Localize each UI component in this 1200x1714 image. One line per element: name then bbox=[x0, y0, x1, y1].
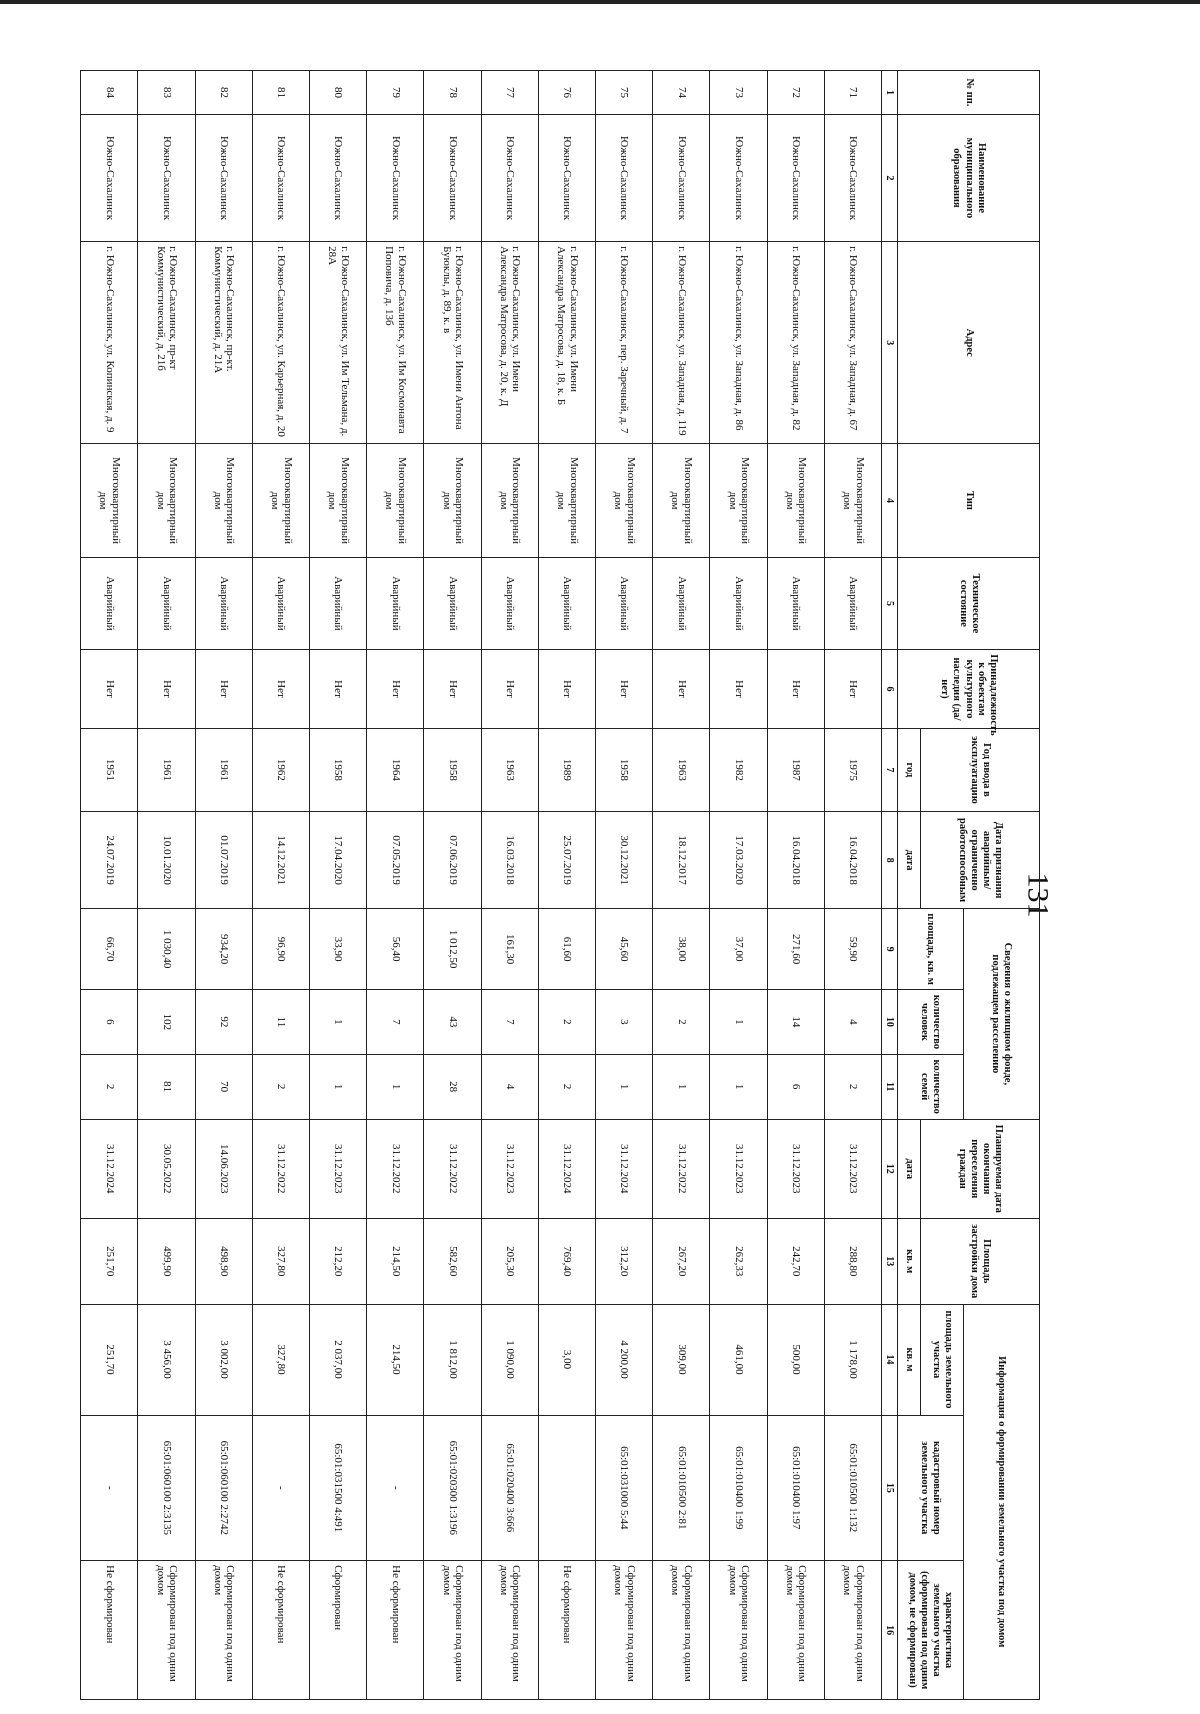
column-number: 11 bbox=[882, 1054, 898, 1119]
municipality-cell: Южно-Сахалинск bbox=[367, 114, 424, 241]
characteristic-cell: Не сформирован bbox=[367, 1561, 424, 1700]
characteristic-cell: Сформирован bbox=[310, 1561, 367, 1700]
municipality-cell: Южно-Сахалинск bbox=[710, 114, 767, 241]
families-cell: 1 bbox=[310, 1054, 367, 1119]
table-row bbox=[138, 71, 195, 1700]
cadastral-cell: 65:01:010500 2:81 bbox=[653, 1415, 710, 1561]
cadastral-cell: - bbox=[252, 1415, 309, 1561]
characteristic-cell: Сформирован под одним домом bbox=[710, 1561, 767, 1700]
date-cell: 16.03.2018 bbox=[481, 812, 538, 909]
type-cell: Многоквартирный дом bbox=[424, 444, 481, 557]
year-cell: 1958 bbox=[424, 728, 481, 811]
municipality-cell: Южно-Сахалинск bbox=[596, 114, 653, 241]
families-cell: 2 bbox=[252, 1054, 309, 1119]
table-row bbox=[367, 71, 424, 1700]
row-number: 72 bbox=[767, 71, 824, 115]
rotated-table-container bbox=[80, 70, 1040, 1700]
cultural-cell: Нет bbox=[138, 650, 195, 729]
planned-date-cell: 31.12.2022 bbox=[367, 1119, 424, 1218]
building-area-cell: 582,60 bbox=[424, 1218, 481, 1304]
families-cell: 81 bbox=[138, 1054, 195, 1119]
families-cell: 1 bbox=[710, 1054, 767, 1119]
state-cell: Аварийный bbox=[81, 557, 138, 649]
type-cell: Многоквартирный дом bbox=[538, 444, 595, 557]
cadastral-cell: 65:01:010500 1:132 bbox=[824, 1415, 881, 1561]
year-cell: 1982 bbox=[710, 728, 767, 811]
building-area-cell: 262,33 bbox=[710, 1218, 767, 1304]
state-cell: Аварийный bbox=[367, 557, 424, 649]
municipality-cell: Южно-Сахалинск bbox=[538, 114, 595, 241]
table-row bbox=[710, 71, 767, 1700]
cadastral-cell: 65:01:060100 2:2742 bbox=[195, 1415, 252, 1561]
year-cell: 1964 bbox=[367, 728, 424, 811]
people-cell: 2 bbox=[538, 990, 595, 1055]
column-number: 15 bbox=[882, 1415, 898, 1561]
table-row bbox=[596, 71, 653, 1700]
col-header-date: Дата признания аварийным/ограниченно работоспособным bbox=[920, 812, 1039, 909]
people-cell: 1 bbox=[710, 990, 767, 1055]
municipality-cell: Южно-Сахалинск bbox=[81, 114, 138, 241]
year-cell: 1963 bbox=[653, 728, 710, 811]
type-cell: Многоквартирный дом bbox=[195, 444, 252, 557]
address-cell: г. Южно-Сахалинск, ул. Западная, д. 82 bbox=[767, 242, 824, 444]
type-cell: Многоквартирный дом bbox=[367, 444, 424, 557]
building-area-cell: 498,90 bbox=[195, 1218, 252, 1304]
table-row bbox=[481, 71, 538, 1700]
families-cell: 70 bbox=[195, 1054, 252, 1119]
table-body bbox=[81, 71, 882, 1700]
cadastral-cell: - bbox=[367, 1415, 424, 1561]
land-area-cell: 500,00 bbox=[767, 1304, 824, 1415]
state-cell: Аварийный bbox=[538, 557, 595, 649]
col-sub-year: год bbox=[898, 728, 921, 811]
year-cell: 1961 bbox=[195, 728, 252, 811]
cadastral-cell: - bbox=[81, 1415, 138, 1561]
people-cell: 102 bbox=[138, 990, 195, 1055]
type-cell: Многоквартирный дом bbox=[138, 444, 195, 557]
families-cell: 2 bbox=[81, 1054, 138, 1119]
cadastral-cell: 65:01:031500 4:491 bbox=[310, 1415, 367, 1561]
families-cell: 4 bbox=[481, 1054, 538, 1119]
year-cell: 1958 bbox=[596, 728, 653, 811]
year-cell: 1975 bbox=[824, 728, 881, 811]
characteristic-cell: Сформирован под одним домом bbox=[195, 1561, 252, 1700]
people-cell: 1 bbox=[310, 990, 367, 1055]
building-area-cell: 288,80 bbox=[824, 1218, 881, 1304]
col-header-tech-state: Техническое состояние bbox=[898, 557, 1040, 649]
cultural-cell: Нет bbox=[653, 650, 710, 729]
cultural-cell: Нет bbox=[310, 650, 367, 729]
table-row bbox=[424, 71, 481, 1700]
col-header-characteristic: характеристика земельного участка (сформирован под одним домом, не сформирован) bbox=[898, 1561, 964, 1700]
cultural-cell: Нет bbox=[767, 650, 824, 729]
people-cell: 92 bbox=[195, 990, 252, 1055]
building-area-cell: 214,50 bbox=[367, 1218, 424, 1304]
date-cell: 01.07.2019 bbox=[195, 812, 252, 909]
building-area-cell: 267,20 bbox=[653, 1218, 710, 1304]
characteristic-cell: Сформирован под одним домом bbox=[481, 1561, 538, 1700]
building-area-cell: 499,90 bbox=[138, 1218, 195, 1304]
planned-date-cell: 31.12.2022 bbox=[653, 1119, 710, 1218]
column-number: 9 bbox=[882, 909, 898, 990]
row-number: 71 bbox=[824, 71, 881, 115]
area-cell: 61,60 bbox=[538, 909, 595, 990]
people-cell: 4 bbox=[824, 990, 881, 1055]
people-cell: 3 bbox=[596, 990, 653, 1055]
col-sub-planned: дата bbox=[898, 1119, 921, 1218]
address-cell: г. Южно-Сахалинск, ул. Им Космонавта Поповича, д. 13б bbox=[367, 242, 424, 444]
row-number: 74 bbox=[653, 71, 710, 115]
state-cell: Аварийный bbox=[424, 557, 481, 649]
col-sub-date: дата bbox=[898, 812, 921, 909]
column-number: 6 bbox=[882, 650, 898, 729]
planned-date-cell: 14.06.2023 bbox=[195, 1119, 252, 1218]
state-cell: Аварийный bbox=[824, 557, 881, 649]
area-cell: 1 030,40 bbox=[138, 909, 195, 990]
municipality-cell: Южно-Сахалинск bbox=[824, 114, 881, 241]
date-cell: 10.01.2020 bbox=[138, 812, 195, 909]
people-cell: 7 bbox=[367, 990, 424, 1055]
area-cell: 33,90 bbox=[310, 909, 367, 990]
people-cell: 2 bbox=[653, 990, 710, 1055]
year-cell: 1958 bbox=[310, 728, 367, 811]
land-area-cell: 3,00 bbox=[538, 1304, 595, 1415]
address-cell: г. Южно-Сахалинск, ул. Имени Антона Буюклы, д. 89, к. в bbox=[424, 242, 481, 444]
col-header-land: Информация о формировании земельного участка под домом bbox=[963, 1304, 1039, 1699]
row-number: 82 bbox=[195, 71, 252, 115]
date-cell: 17.04.2020 bbox=[310, 812, 367, 909]
type-cell: Многоквартирный дом bbox=[596, 444, 653, 557]
characteristic-cell: Не сформирован bbox=[81, 1561, 138, 1700]
families-cell: 1 bbox=[596, 1054, 653, 1119]
planned-date-cell: 31.12.2023 bbox=[767, 1119, 824, 1218]
column-number: 16 bbox=[882, 1561, 898, 1700]
col-header-n: № пп. bbox=[898, 71, 1040, 115]
land-area-cell: 1 090,00 bbox=[481, 1304, 538, 1415]
cultural-cell: Нет bbox=[367, 650, 424, 729]
state-cell: Аварийный bbox=[310, 557, 367, 649]
land-area-cell: 461,00 bbox=[710, 1304, 767, 1415]
people-cell: 14 bbox=[767, 990, 824, 1055]
page-number: 131 bbox=[1021, 872, 1055, 918]
date-cell: 25.07.2019 bbox=[538, 812, 595, 909]
col-header-cadastral: кадастровый номер земельного участка bbox=[898, 1415, 964, 1561]
characteristic-cell: Не сформирован bbox=[538, 1561, 595, 1700]
municipality-cell: Южно-Сахалинск bbox=[138, 114, 195, 241]
municipality-cell: Южно-Сахалинск bbox=[767, 114, 824, 241]
area-cell: 161,30 bbox=[481, 909, 538, 990]
col-header-housing: Сведения о жилищном фонде, подлежащем расселению bbox=[963, 909, 1039, 1119]
date-cell: 24.07.2019 bbox=[81, 812, 138, 909]
cultural-cell: Нет bbox=[195, 650, 252, 729]
building-area-cell: 312,20 bbox=[596, 1218, 653, 1304]
page-top-border bbox=[0, 0, 1200, 4]
building-area-cell: 212,20 bbox=[310, 1218, 367, 1304]
table-row bbox=[310, 71, 367, 1700]
cadastral-cell: 65:01:010400 1:97 bbox=[767, 1415, 824, 1561]
families-cell: 1 bbox=[367, 1054, 424, 1119]
area-cell: 45,60 bbox=[596, 909, 653, 990]
col-header-municipality: Наименование муниципального образования bbox=[898, 114, 1040, 241]
address-cell: г. Южно-Сахалинск, ул. Западная, д. 119 bbox=[653, 242, 710, 444]
planned-date-cell: 31.12.2023 bbox=[710, 1119, 767, 1218]
table-row bbox=[824, 71, 881, 1700]
planned-date-cell: 30.05.2022 bbox=[138, 1119, 195, 1218]
column-number: 7 bbox=[882, 728, 898, 811]
year-cell: 1951 bbox=[81, 728, 138, 811]
date-cell: 16.04.2018 bbox=[824, 812, 881, 909]
column-number: 8 bbox=[882, 812, 898, 909]
year-cell: 1989 bbox=[538, 728, 595, 811]
land-area-cell: 4 200,00 bbox=[596, 1304, 653, 1415]
land-area-cell: 327,80 bbox=[252, 1304, 309, 1415]
header-row-1 bbox=[963, 71, 1039, 1700]
col-sub-building-area: кв. м bbox=[898, 1218, 921, 1304]
cultural-cell: Нет bbox=[424, 650, 481, 729]
column-number: 5 bbox=[882, 557, 898, 649]
characteristic-cell: Сформирован под одним домом bbox=[138, 1561, 195, 1700]
row-number: 77 bbox=[481, 71, 538, 115]
col-sub-land-area: кв. м bbox=[898, 1304, 921, 1415]
cultural-cell: Нет bbox=[824, 650, 881, 729]
land-area-cell: 309,00 bbox=[653, 1304, 710, 1415]
row-number: 78 bbox=[424, 71, 481, 115]
column-number: 12 bbox=[882, 1119, 898, 1218]
planned-date-cell: 31.12.2023 bbox=[481, 1119, 538, 1218]
column-number: 13 bbox=[882, 1218, 898, 1304]
building-area-cell: 242,70 bbox=[767, 1218, 824, 1304]
address-cell: г. Южно-Сахалинск, ул. Имени Александра Матросова, д. 18, к. Б bbox=[538, 242, 595, 444]
cadastral-cell bbox=[538, 1415, 595, 1561]
row-number: 79 bbox=[367, 71, 424, 115]
area-cell: 66,70 bbox=[81, 909, 138, 990]
col-header-cultural: Принадлежность к объектам культурного наследия (да/нет) bbox=[898, 650, 1040, 729]
type-cell: Многоквартирный дом bbox=[710, 444, 767, 557]
planned-date-cell: 31.12.2024 bbox=[596, 1119, 653, 1218]
land-area-cell: 251,70 bbox=[81, 1304, 138, 1415]
state-cell: Аварийный bbox=[596, 557, 653, 649]
col-header-land-area: площадь земельного участка bbox=[920, 1304, 963, 1415]
state-cell: Аварийный bbox=[710, 557, 767, 649]
building-area-cell: 205,30 bbox=[481, 1218, 538, 1304]
address-cell: г. Южно-Сахалинск, ул. Имени Александра Матросова, д. 20, к. Д bbox=[481, 242, 538, 444]
municipality-cell: Южно-Сахалинск bbox=[424, 114, 481, 241]
characteristic-cell: Не сформирован bbox=[252, 1561, 309, 1700]
col-header-people: количество человек bbox=[898, 990, 964, 1055]
people-cell: 43 bbox=[424, 990, 481, 1055]
type-cell: Многоквартирный дом bbox=[824, 444, 881, 557]
families-cell: 1 bbox=[653, 1054, 710, 1119]
table-row bbox=[195, 71, 252, 1700]
land-area-cell: 1 178,00 bbox=[824, 1304, 881, 1415]
col-header-building-area: Площадь застройки дома bbox=[920, 1218, 1039, 1304]
row-number: 73 bbox=[710, 71, 767, 115]
planned-date-cell: 31.12.2022 bbox=[252, 1119, 309, 1218]
table-row bbox=[252, 71, 309, 1700]
address-cell: г. Южно-Сахалинск, ул. Им Тельмана, д. 28А bbox=[310, 242, 367, 444]
state-cell: Аварийный bbox=[767, 557, 824, 649]
planned-date-cell: 31.12.2023 bbox=[310, 1119, 367, 1218]
type-cell: Многоквартирный дом bbox=[767, 444, 824, 557]
col-header-address: Адрес bbox=[898, 242, 1040, 444]
land-area-cell: 1 812,00 bbox=[424, 1304, 481, 1415]
column-number-row bbox=[882, 71, 898, 1700]
planned-date-cell: 31.12.2022 bbox=[424, 1119, 481, 1218]
date-cell: 07.05.2019 bbox=[367, 812, 424, 909]
table-row bbox=[653, 71, 710, 1700]
housing-table bbox=[80, 70, 1040, 1700]
people-cell: 7 bbox=[481, 990, 538, 1055]
row-number: 80 bbox=[310, 71, 367, 115]
address-cell: г. Южно-Сахалинск, пр-кт Коммунистический, д. 21б bbox=[138, 242, 195, 444]
land-area-cell: 214,50 bbox=[367, 1304, 424, 1415]
planned-date-cell: 31.12.2024 bbox=[538, 1119, 595, 1218]
people-cell: 11 bbox=[252, 990, 309, 1055]
area-cell: 934,20 bbox=[195, 909, 252, 990]
column-number: 3 bbox=[882, 242, 898, 444]
col-header-planned: Планируемая дата окончания переселения граждан bbox=[920, 1119, 1039, 1218]
year-cell: 1961 bbox=[138, 728, 195, 811]
col-header-area: площадь, кв. м bbox=[898, 909, 964, 990]
land-area-cell: 3 002,00 bbox=[195, 1304, 252, 1415]
characteristic-cell: Сформирован под одним домом bbox=[653, 1561, 710, 1700]
cultural-cell: Нет bbox=[81, 650, 138, 729]
row-number: 83 bbox=[138, 71, 195, 115]
type-cell: Многоквартирный дом bbox=[481, 444, 538, 557]
row-number: 81 bbox=[252, 71, 309, 115]
planned-date-cell: 31.12.2023 bbox=[824, 1119, 881, 1218]
municipality-cell: Южно-Сахалинск bbox=[252, 114, 309, 241]
cultural-cell: Нет bbox=[538, 650, 595, 729]
date-cell: 07.06.2019 bbox=[424, 812, 481, 909]
cultural-cell: Нет bbox=[481, 650, 538, 729]
column-number: 14 bbox=[882, 1304, 898, 1415]
municipality-cell: Южно-Сахалинск bbox=[195, 114, 252, 241]
families-cell: 6 bbox=[767, 1054, 824, 1119]
families-cell: 2 bbox=[824, 1054, 881, 1119]
year-cell: 1987 bbox=[767, 728, 824, 811]
characteristic-cell: Сформирован под одним домом bbox=[767, 1561, 824, 1700]
column-number: 1 bbox=[882, 71, 898, 115]
address-cell: г. Южно-Сахалинск, ул. Западная, д. 86 bbox=[710, 242, 767, 444]
row-number: 84 bbox=[81, 71, 138, 115]
area-cell: 59,90 bbox=[824, 909, 881, 990]
address-cell: г. Южно-Сахалинск, пер. Заречный, д. 7 bbox=[596, 242, 653, 444]
col-header-year: Год ввода в эксплуатацию bbox=[920, 728, 1039, 811]
row-number: 75 bbox=[596, 71, 653, 115]
col-header-type: Тип bbox=[898, 444, 1040, 557]
row-number: 76 bbox=[538, 71, 595, 115]
date-cell: 18.12.2017 bbox=[653, 812, 710, 909]
area-cell: 271,60 bbox=[767, 909, 824, 990]
people-cell: 6 bbox=[81, 990, 138, 1055]
state-cell: Аварийный bbox=[481, 557, 538, 649]
type-cell: Многоквартирный дом bbox=[252, 444, 309, 557]
cadastral-cell: 65:01:020400 3:666 bbox=[481, 1415, 538, 1561]
area-cell: 1 012,50 bbox=[424, 909, 481, 990]
building-area-cell: 769,40 bbox=[538, 1218, 595, 1304]
date-cell: 17.03.2020 bbox=[710, 812, 767, 909]
date-cell: 30.12.2021 bbox=[596, 812, 653, 909]
date-cell: 14.12.2021 bbox=[252, 812, 309, 909]
state-cell: Аварийный bbox=[653, 557, 710, 649]
municipality-cell: Южно-Сахалинск bbox=[481, 114, 538, 241]
column-number: 2 bbox=[882, 114, 898, 241]
column-number: 4 bbox=[882, 444, 898, 557]
type-cell: Многоквартирный дом bbox=[310, 444, 367, 557]
type-cell: Многоквартирный дом bbox=[81, 444, 138, 557]
cultural-cell: Нет bbox=[710, 650, 767, 729]
year-cell: 1962 bbox=[252, 728, 309, 811]
land-area-cell: 2 037,00 bbox=[310, 1304, 367, 1415]
address-cell: г. Южно-Сахалинск, ул. Западная, д. 67 bbox=[824, 242, 881, 444]
col-header-families: количество семей bbox=[898, 1054, 964, 1119]
table-row bbox=[767, 71, 824, 1700]
area-cell: 96,90 bbox=[252, 909, 309, 990]
families-cell: 28 bbox=[424, 1054, 481, 1119]
land-area-cell: 3 456,00 bbox=[138, 1304, 195, 1415]
area-cell: 38,00 bbox=[653, 909, 710, 990]
state-cell: Аварийный bbox=[195, 557, 252, 649]
cadastral-cell: 65:01:060100 2:3135 bbox=[138, 1415, 195, 1561]
cultural-cell: Нет bbox=[596, 650, 653, 729]
municipality-cell: Южно-Сахалинск bbox=[310, 114, 367, 241]
type-cell: Многоквартирный дом bbox=[653, 444, 710, 557]
cadastral-cell: 65:01:031000 5:44 bbox=[596, 1415, 653, 1561]
date-cell: 16.04.2018 bbox=[767, 812, 824, 909]
cultural-cell: Нет bbox=[252, 650, 309, 729]
state-cell: Аварийный bbox=[252, 557, 309, 649]
column-number: 10 bbox=[882, 990, 898, 1055]
building-area-cell: 251,70 bbox=[81, 1218, 138, 1304]
address-cell: г. Южно-Сахалинск, пр-кт. Коммунистический, д. 21А bbox=[195, 242, 252, 444]
building-area-cell: 327,80 bbox=[252, 1218, 309, 1304]
year-cell: 1963 bbox=[481, 728, 538, 811]
table-row bbox=[81, 71, 138, 1700]
table-row bbox=[538, 71, 595, 1700]
state-cell: Аварийный bbox=[138, 557, 195, 649]
area-cell: 37,00 bbox=[710, 909, 767, 990]
cadastral-cell: 65:01:020300 1:3196 bbox=[424, 1415, 481, 1561]
address-cell: г. Южно-Сахалинск, ул. Карьерная, д. 20 bbox=[252, 242, 309, 444]
municipality-cell: Южно-Сахалинск bbox=[653, 114, 710, 241]
characteristic-cell: Сформирован под одним домом bbox=[824, 1561, 881, 1700]
families-cell: 2 bbox=[538, 1054, 595, 1119]
area-cell: 56,40 bbox=[367, 909, 424, 990]
characteristic-cell: Сформирован под одним домом bbox=[424, 1561, 481, 1700]
cadastral-cell: 65:01:010400 1:99 bbox=[710, 1415, 767, 1561]
characteristic-cell: Сформирован под одним домом bbox=[596, 1561, 653, 1700]
planned-date-cell: 31.12.2024 bbox=[81, 1119, 138, 1218]
address-cell: г. Южно-Сахалинск, ул. Копинская, д. 9 bbox=[81, 242, 138, 444]
